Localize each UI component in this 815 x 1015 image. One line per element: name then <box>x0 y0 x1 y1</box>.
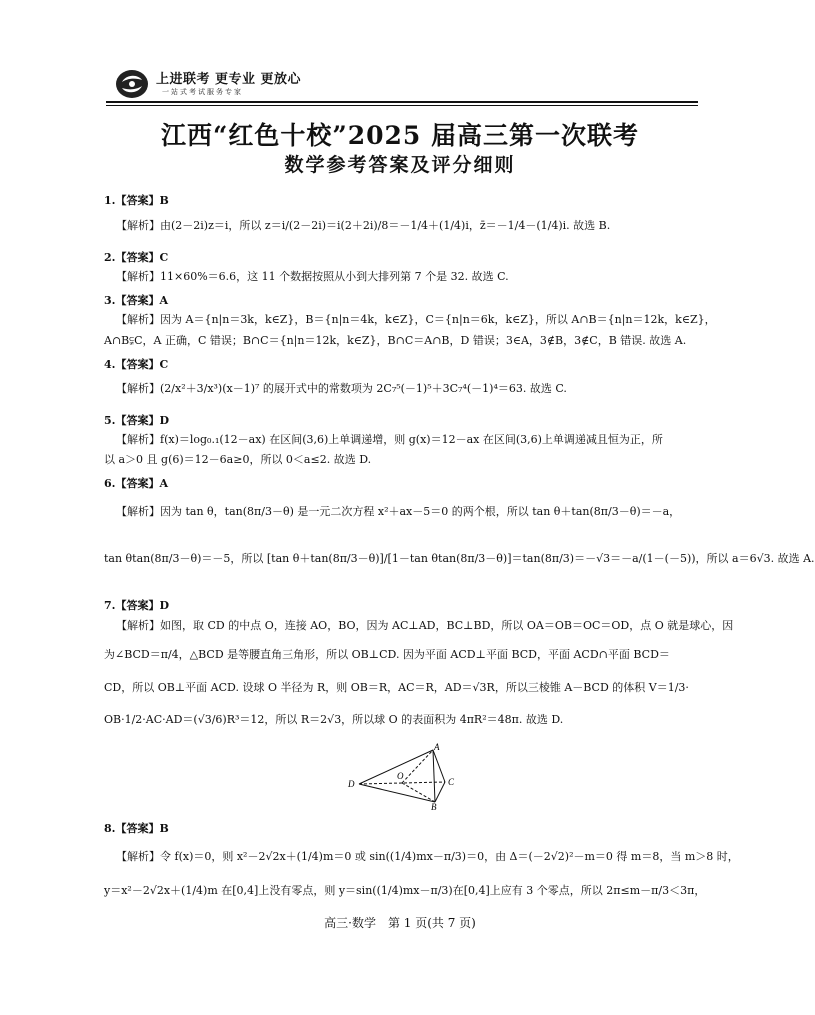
label-o: O <box>397 771 404 781</box>
q1-explanation: 【解析】由(2－2i)z＝i，所以 z＝i/(2－2i)＝i(2＋2i)/8＝－1/4＋(1/4)i，z̄＝－1/4－(1/4)i. 故选 B. <box>116 219 611 232</box>
pyramid-figure <box>345 744 465 810</box>
q4-explanation: 【解析】(2/x²＋3/x³)(x－1)⁷ 的展开式中的常数项为 2C₇⁵(－1)⁵＋3C₇⁴(－1)⁴＝63. 故选 C. <box>116 382 567 395</box>
q6-explanation-line2: tan θtan(8π/3－θ)＝－5，所以 [tan θ＋tan(8π/3－θ)]/[1－tan θtan(8π/3－θ)]＝tan(8π/3)＝－√3＝－a/(1－(－5))，所以 a＝6√3. 故选 A. <box>104 552 815 565</box>
edge-ac <box>433 750 445 782</box>
q3-answer: 3.【答案】A <box>104 294 169 307</box>
q8-answer: 8.【答案】B <box>104 822 169 835</box>
q7-explanation-line2: 为∠BCD＝π/4，△BCD 是等腰直角三角形，所以 OB⊥CD. 因为平面 ACD⊥平面 BCD，平面 ACD∩平面 BCD＝ <box>104 648 670 661</box>
page-footer: 高三·数学 第 1 页(共 7 页) <box>324 916 476 930</box>
label-a: A <box>434 742 440 752</box>
header-divider <box>106 101 698 103</box>
q5-answer: 5.【答案】D <box>104 414 170 427</box>
q8-explanation-line2: y＝x²－2√2x＋(1/4)m 在[0,4]上没有零点，则 y＝sin((1/4)mx－π/3)在[0,4]上应有 3 个零点，所以 2π≤m－π/3＜3π， <box>104 884 706 897</box>
header-divider-thin <box>106 105 698 106</box>
q8-explanation-line1: 【解析】令 f(x)＝0，则 x²－2√2x＋(1/4)m＝0 或 sin((1/4)mx－π/3)＝0，由 Δ＝(－2√2)²－m＝0 得 m＝8，当 m＞8 时， <box>116 850 739 863</box>
page-subtitle: 数学参考答案及评分细则 <box>284 154 516 176</box>
edge-da <box>359 750 433 784</box>
edge-ab <box>433 750 435 802</box>
edge-bc <box>435 782 445 802</box>
label-c: C <box>448 777 455 787</box>
logo-slogan: 上进联考 更专业 更放心 <box>156 72 302 87</box>
header <box>106 64 698 104</box>
page-title: 江西“红色十校”2025 届高三第一次联考 <box>160 121 640 150</box>
logo-tagline: 一站式考试服务专家 <box>162 88 243 96</box>
q3-explanation-line2: A∩B⫋C，A 正确，C 错误；B∩C＝{n|n＝12k，k∈Z}，B∩C＝A∩B，D 错误；3∈A，3∉B，3∉C，B 错误. 故选 A. <box>104 334 687 347</box>
q2-explanation: 【解析】11×60%＝6.6，这 11 个数据按照从小到大排列第 7 个是 32. 故选 C. <box>116 270 509 283</box>
q6-answer: 6.【答案】A <box>104 477 169 490</box>
logo-icon <box>114 68 150 100</box>
q1-answer: 1.【答案】B <box>104 194 169 207</box>
q7-explanation-line4: OB·1/2·AC·AD＝(√3/6)R³＝12，所以 R＝2√3，所以球 O 的表面积为 4πR²＝48π. 故选 D. <box>104 713 564 726</box>
q7-explanation-line1: 【解析】如图，取 CD 的中点 O，连接 AO，BO，因为 AC⊥AD，BC⊥BD，所以 OA＝OB＝OC＝OD，点 O 就是球心，因 <box>116 619 734 632</box>
q4-answer: 4.【答案】C <box>104 358 169 371</box>
segment-oa <box>402 750 433 783</box>
q7-answer: 7.【答案】D <box>104 599 170 612</box>
edge-db <box>359 784 435 802</box>
q6-explanation-line1: 【解析】因为 tan θ，tan(8π/3－θ) 是一元二次方程 x²＋ax－5＝0 的两个根，所以 tan θ＋tan(8π/3－θ)＝－a， <box>116 505 681 518</box>
segment-ob <box>402 783 435 802</box>
label-d: D <box>348 779 355 789</box>
q7-explanation-line3: CD，所以 OB⊥平面 ACD. 设球 O 半径为 R，则 OB＝R，AC＝R，AD＝√3R，所以三棱锥 A－BCD 的体积 V＝1/3· <box>104 681 689 694</box>
q3-explanation-line1: 【解析】因为 A＝{n|n＝3k，k∈Z}，B＝{n|n＝4k，k∈Z}，C＝{n|n＝6k，k∈Z}，所以 A∩B＝{n|n＝12k，k∈Z}， <box>116 313 716 326</box>
label-b: B <box>431 802 437 812</box>
q5-explanation-line2: 以 a＞0 且 g(6)＝12－6a≥0，所以 0＜a≤2. 故选 D. <box>104 453 372 466</box>
q2-answer: 2.【答案】C <box>104 251 169 264</box>
q5-explanation-line1: 【解析】f(x)＝log₀.₁(12－ax) 在区间(3,6)上单调递增，则 g(x)＝12－ax 在区间(3,6)上单调递减且恒为正，所 <box>116 433 663 446</box>
